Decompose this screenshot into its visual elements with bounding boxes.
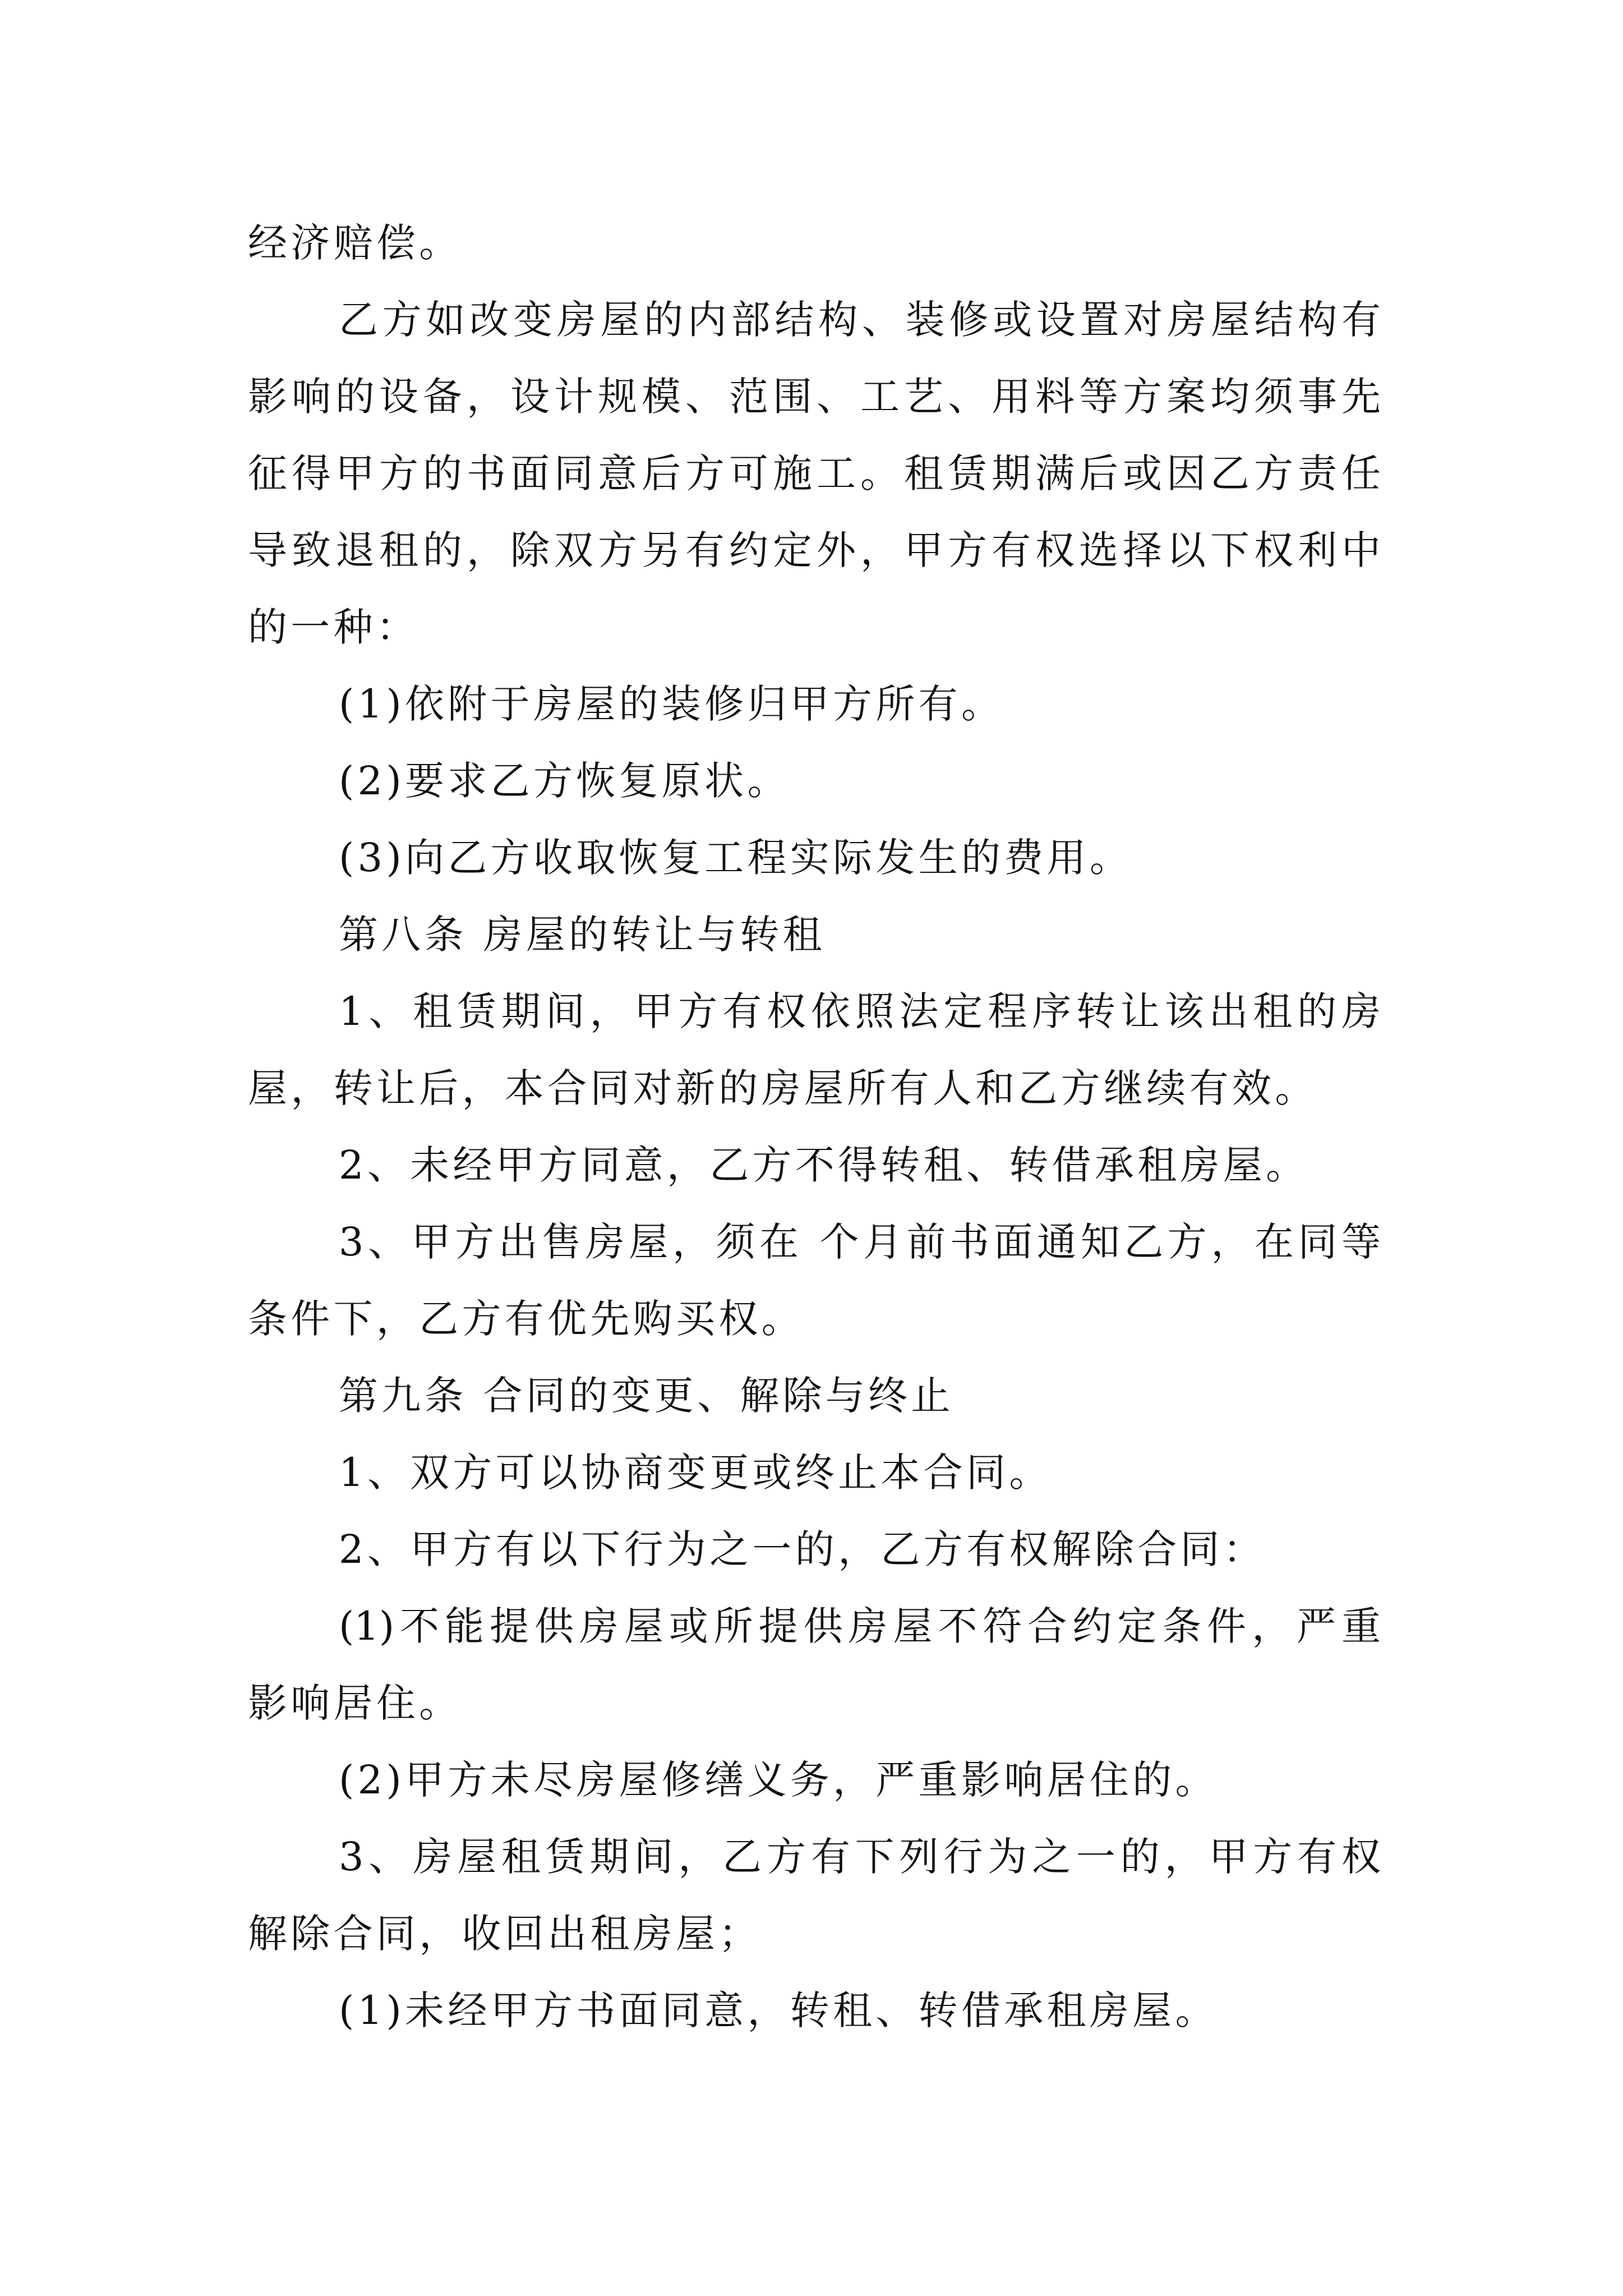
text-line: 的一种： (248, 604, 419, 650)
text-line: (1)未经甲方书面同意，转租、转借承租房屋。 (339, 1987, 1218, 2033)
text-line: 1、租赁期间，甲方有权依照法定程序转让该出租的房 (339, 988, 1381, 1034)
text-line: 第八条 房屋的转让与转租 (339, 912, 826, 958)
text-line: (2)甲方未尽房屋修缮义务，严重影响居住的。 (339, 1757, 1218, 1803)
text-line: (2)要求乙方恢复原状。 (339, 758, 790, 804)
text-line: (3)向乙方收取恢复工程实际发生的费用。 (339, 835, 1133, 881)
text-line: 导致退租的，除双方另有约定外，甲方有权选择以下权利中 (248, 527, 1381, 573)
text-line: (1)依附于房屋的装修归甲方所有。 (339, 681, 1004, 727)
text-line: 2、甲方有以下行为之一的，乙方有权解除合同： (339, 1526, 1266, 1572)
text-line: 乙方如改变房屋的内部结构、装修或设置对房屋结构有 (339, 297, 1381, 343)
text-line: 条件下，乙方有优先购买权。 (248, 1296, 804, 1342)
document-body (248, 205, 1381, 2049)
text-line: 经济赔偿。 (248, 220, 462, 266)
text-line: (1)不能提供房屋或所提供房屋不符合约定条件，严重 (339, 1603, 1381, 1649)
text-line: 2、未经甲方同意，乙方不得转租、转借承租房屋。 (339, 1142, 1309, 1188)
text-line: 影响的设备，设计规模、范围、工艺、用料等方案均须事先 (248, 374, 1381, 420)
text-line: 解除合同，收回出租房屋； (248, 1911, 762, 1957)
text-line: 影响居住。 (248, 1680, 462, 1726)
text-line: 3、房屋租赁期间，乙方有下列行为之一的，甲方有权 (339, 1834, 1381, 1880)
text-line: 第九条 合同的变更、解除与终止 (339, 1373, 954, 1419)
text-line: 屋，转让后，本合同对新的房屋所有人和乙方继续有效。 (248, 1065, 1318, 1111)
text-line: 3、甲方出售房屋，须在 个月前书面通知乙方，在同等 (339, 1219, 1381, 1265)
text-line: 1、双方可以协商变更或终止本合同。 (339, 1450, 1052, 1496)
text-line: 征得甲方的书面同意后方可施工。租赁期满后或因乙方责任 (248, 450, 1381, 496)
